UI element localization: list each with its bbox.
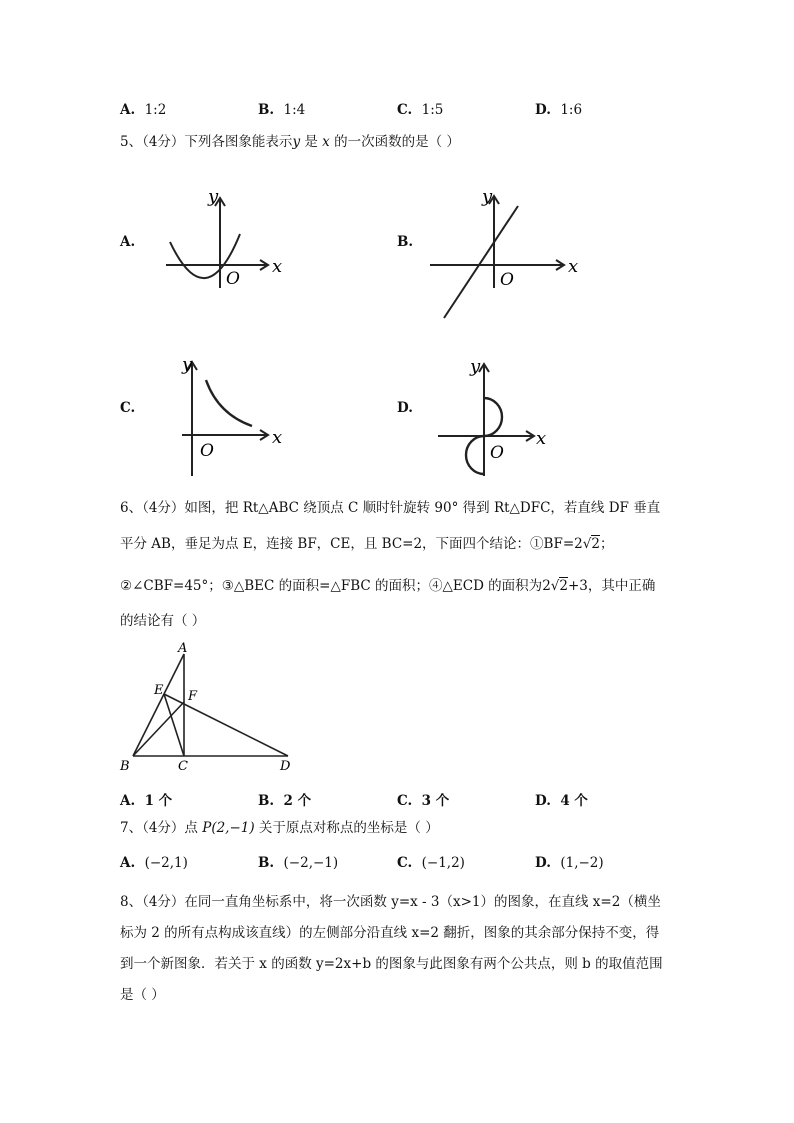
fig-label-a: A [178,641,188,656]
fig-label-b: B [120,759,130,774]
graph-a-origin-label: O [226,269,240,289]
q8-line-4: 是（ ） [120,987,165,1003]
fig-label-f: F [188,689,198,704]
graph-a-y-label: y [208,186,219,207]
graph-d-x-label: x [536,428,547,449]
q7-stem: 7、（4分）点 P(2,−1) 关于原点对称点的坐标是（ ） [120,820,439,836]
q7-option-c: C. (−1,2) [397,855,465,871]
graph-a-parabola [160,186,283,298]
graph-b-line [428,188,588,323]
q5-graph-d-letter: D. [397,400,413,416]
fig-label-e: E [154,683,164,698]
graph-d-semicircles [436,354,556,479]
q5-graph-b-letter: B. [397,234,414,250]
q6-line-1: 6、（4分）如图，把 Rt△ABC 绕顶点 C 顺时针旋转 90° 得到 Rt△DFC，若直线 DF 垂直 [120,500,661,516]
graph-b-origin-label: O [500,270,514,290]
q6-option-a: A. 1 个 [120,793,173,809]
q7-option-a: A. (−2,1) [120,855,188,871]
graph-d-y-label: y [470,356,481,377]
q8-line-2: 标为 2 的所有点构成该直线）的左侧部分沿直线 x=2 翻折，图象的其余部分保持不变，得 [120,925,660,941]
graph-b-y-label: y [482,186,493,207]
graph-b-x-label: x [568,256,579,277]
q6-line-2: 平分 AB，垂足为点 E，连接 BF，CE，且 BC=2，下面四个结论：①BF=2√2； [120,536,614,552]
q6-option-d: D. 4 个 [535,793,588,809]
q6-line-4: 的结论有（ ） [120,613,206,629]
q5-graph-c-letter: C. [120,400,136,416]
fig-label-d: D [280,759,291,774]
q5-graph-a-letter: A. [120,234,136,250]
graph-c-x-label: x [272,427,283,448]
q7-option-b: B. (−2,−1) [258,855,339,871]
q8-line-3: 到一个新图象．若关于 x 的函数 y=2x+b 的图象与此图象有两个公共点，则 b 的取值范围 [120,956,663,972]
graph-c-y-label: y [182,354,193,375]
q5-stem: 5、（4分）下列各图象能表示y 是 x 的一次函数的是（ ） [120,134,460,150]
graph-c-hyperbola [180,354,290,479]
fig-label-c: C [178,759,188,774]
graph-a-x-label: x [272,256,283,277]
q4-option-a: A. 1:2 [120,102,167,118]
q6-line-3: ②∠CBF=45°；③△BEC 的面积=△FBC 的面积；④△ECD 的面积为2√2+3，其中正确 [120,578,656,594]
q7-option-d: D. (1,−2) [535,855,604,871]
graph-c-origin-label: O [200,441,214,461]
q4-option-d: D. 1:6 [535,102,583,118]
graph-d-origin-label: O [490,443,504,463]
q6-option-c: C. 3 个 [397,793,450,809]
q6-option-b: B. 2 个 [258,793,312,809]
q4-option-c: C. 1:5 [397,102,444,118]
q8-line-1: 8、（4分）在同一直角坐标系中，将一次函数 y=x - 3（x>1）的图象，在直线 x=2（横坐 [120,894,661,910]
q6-triangle-figure [118,640,298,775]
q4-option-b: B. 1:4 [258,102,306,118]
